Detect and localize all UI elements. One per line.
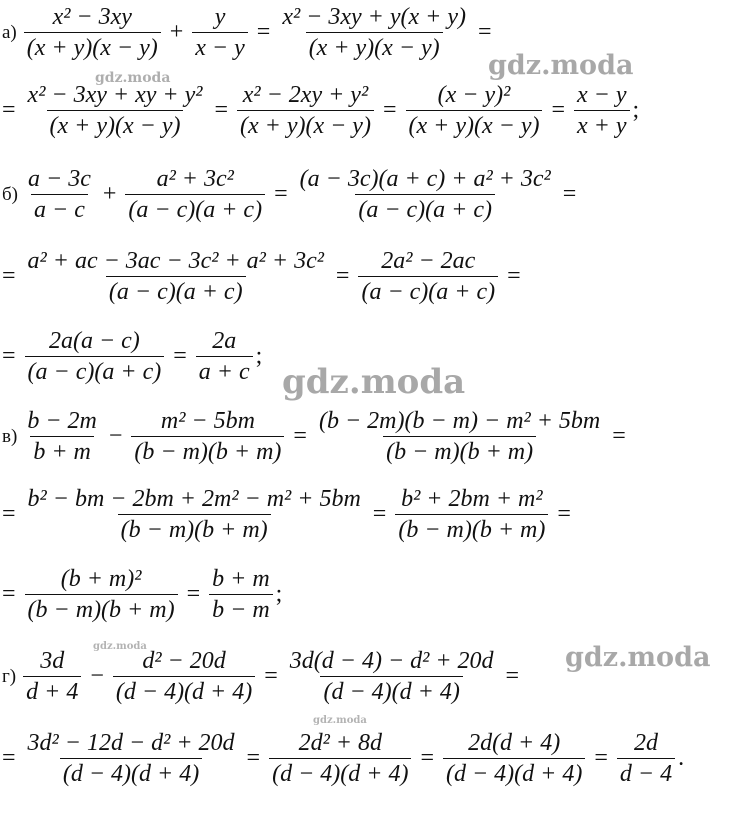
fraction-g-result1: [287, 648, 497, 706]
fraction-a-result3: [237, 82, 374, 140]
minus-sign: −: [108, 423, 123, 450]
denominator: (d − 4)(d + 4): [443, 758, 585, 787]
denominator: (a − c)(a + c): [358, 276, 498, 305]
denominator: d − 4: [617, 758, 675, 787]
denominator: (x + y)(x − y): [406, 110, 543, 139]
label-v: в): [2, 425, 18, 447]
numerator: (b − 2m)(b − m) − m² + 5bm: [318, 408, 601, 434]
semicolon: ;: [255, 343, 263, 370]
fraction-a-result1: [279, 4, 469, 62]
fraction-b-result5: [196, 328, 253, 386]
equals-sign: =: [186, 581, 201, 608]
numerator: x² − 2xy + y²: [242, 82, 369, 108]
numerator: x² − 3xy + y(x + y): [282, 4, 467, 30]
numerator: y: [214, 4, 226, 30]
fraction-b-result1: [297, 166, 554, 224]
fraction-v-result1: [316, 408, 603, 466]
line-b3: [2, 328, 262, 386]
denominator: (b − m)(b + m): [383, 436, 536, 465]
denominator: d + 4: [23, 676, 81, 705]
numerator: b² − bm − 2bm + 2m² − m² + 5bm: [27, 486, 361, 512]
equals-sign: =: [557, 501, 571, 528]
fraction-a-term2: [192, 4, 248, 62]
equals-sign: =: [246, 745, 261, 772]
fraction-g-result4: [443, 730, 585, 788]
line-v3: [2, 566, 282, 624]
denominator: (b − m)(b + m): [25, 594, 178, 623]
denominator: (a − c)(a + c): [106, 276, 246, 305]
fraction-v-result5: [209, 566, 273, 624]
fraction-g-result2: [25, 730, 238, 788]
semicolon: ;: [632, 97, 640, 124]
line-v2: [2, 486, 577, 544]
equals-sign: =: [2, 501, 16, 528]
equals-sign: =: [214, 97, 228, 124]
numerator: x² − 3xy + xy + y²: [27, 82, 203, 108]
label-a: а): [2, 21, 17, 43]
fraction-b-term1: [25, 166, 94, 224]
numerator: 2a(a − c): [48, 328, 140, 354]
denominator: (x + y)(x − y): [306, 32, 443, 61]
denominator: (b − m)(b + m): [118, 514, 271, 543]
denominator: (d − 4)(d + 4): [60, 758, 202, 787]
numerator: m² − 5bm: [160, 408, 255, 434]
fraction-a-result5: [574, 82, 630, 140]
watermark: gdz.moda: [313, 715, 367, 726]
fraction-v-term1: [24, 408, 100, 466]
equals-sign: =: [382, 97, 397, 124]
line-b1: [2, 166, 582, 224]
denominator: b + m: [30, 436, 94, 465]
denominator: (a − c)(a + c): [125, 194, 265, 223]
equals-sign: =: [507, 263, 521, 290]
equals-sign: =: [2, 263, 16, 290]
numerator: x − y: [577, 82, 627, 108]
equals-sign: =: [2, 745, 16, 772]
equals-sign: =: [173, 343, 187, 370]
denominator: x + y: [574, 110, 630, 139]
equals-sign: =: [612, 423, 626, 450]
denominator: (a − c)(a + c): [25, 356, 165, 385]
fraction-b-result4: [25, 328, 165, 386]
denominator: x − y: [192, 32, 248, 61]
fraction-b-term2: [125, 166, 265, 224]
denominator: (d − 4)(d + 4): [113, 676, 255, 705]
numerator: d² − 20d: [142, 648, 226, 674]
numerator: 3d: [40, 648, 65, 674]
fraction-v-term2: [131, 408, 284, 466]
fraction-v-result3: [395, 486, 548, 544]
numerator: 2d: [633, 730, 658, 756]
equals-sign: =: [372, 501, 387, 528]
numerator: x² − 3xy: [52, 4, 132, 30]
period: .: [678, 745, 685, 772]
line-a2: [2, 82, 639, 140]
numerator: (b + m)²: [60, 566, 142, 592]
equals-sign: =: [594, 745, 608, 772]
denominator: a + c: [196, 356, 253, 385]
numerator: (x − y)²: [437, 82, 511, 108]
numerator: 2a² − 2ac: [381, 248, 476, 274]
equals-sign: =: [2, 581, 16, 608]
denominator: (d − 4)(d + 4): [320, 676, 462, 705]
label-b: б): [2, 183, 18, 205]
equals-sign: =: [2, 343, 16, 370]
denominator: (a − c)(a + c): [355, 194, 495, 223]
watermark: gdz.moda: [93, 641, 147, 652]
line-g2: [2, 730, 684, 788]
numerator: 2d(d + 4): [468, 730, 561, 756]
semicolon: ;: [275, 581, 283, 608]
watermark: gdz.moda: [95, 70, 171, 86]
equals-sign: =: [478, 19, 492, 46]
equals-sign: =: [420, 745, 434, 772]
equals-sign: =: [505, 663, 520, 690]
denominator: (x + y)(x − y): [47, 110, 184, 139]
equals-sign: =: [264, 663, 278, 690]
fraction-a-term1: [24, 4, 161, 62]
denominator: (b − m)(b + m): [131, 436, 284, 465]
watermark: gdz.moda: [282, 362, 466, 402]
numerator: a² + 3c²: [156, 166, 234, 192]
denominator: (x + y)(x − y): [237, 110, 374, 139]
denominator: (b − m)(b + m): [395, 514, 548, 543]
fraction-a-result4: [406, 82, 543, 140]
numerator: a − 3c: [28, 166, 91, 192]
numerator: 3d(d − 4) − d² + 20d: [289, 648, 494, 674]
numerator: b + m: [212, 566, 270, 592]
fraction-g-term2: [113, 648, 255, 706]
line-a1: [2, 4, 498, 62]
denominator: a − c: [31, 194, 88, 223]
equals-sign: =: [256, 19, 271, 46]
fraction-b-result3: [358, 248, 498, 306]
fraction-v-result2: [25, 486, 364, 544]
equals-sign: =: [335, 263, 350, 290]
equals-sign: =: [293, 423, 307, 450]
label-g: г): [2, 665, 17, 687]
numerator: a² + ac − 3ac − 3c² + a² + 3c²: [27, 248, 324, 274]
equals-sign: =: [562, 181, 577, 208]
fraction-a-result2: [25, 82, 206, 140]
numerator: (a − 3c)(a + c) + a² + 3c²: [299, 166, 551, 192]
numerator: b² + 2bm + m²: [401, 486, 543, 512]
line-b2: [2, 248, 527, 306]
fraction-b-result2: [25, 248, 327, 306]
fraction-v-result4: [25, 566, 178, 624]
fraction-g-term1: [23, 648, 81, 706]
line-v1: [2, 408, 632, 466]
line-g1: [2, 648, 525, 706]
fraction-g-result5: [617, 730, 675, 788]
denominator: b − m: [209, 594, 273, 623]
plus-sign: +: [102, 181, 117, 208]
denominator: (d − 4)(d + 4): [269, 758, 411, 787]
equals-sign: =: [2, 97, 16, 124]
numerator: 2d² + 8d: [298, 730, 382, 756]
fraction-g-result3: [269, 730, 411, 788]
numerator: b − 2m: [27, 408, 97, 434]
minus-sign: −: [90, 663, 104, 690]
denominator: (x + y)(x − y): [24, 32, 161, 61]
equals-sign: =: [551, 97, 566, 124]
watermark: gdz.moda: [488, 50, 634, 81]
plus-sign: +: [169, 19, 184, 46]
numerator: 3d² − 12d − d² + 20d: [27, 730, 235, 756]
numerator: 2a: [212, 328, 237, 354]
equals-sign: =: [274, 181, 288, 208]
watermark: gdz.moda: [565, 642, 711, 673]
